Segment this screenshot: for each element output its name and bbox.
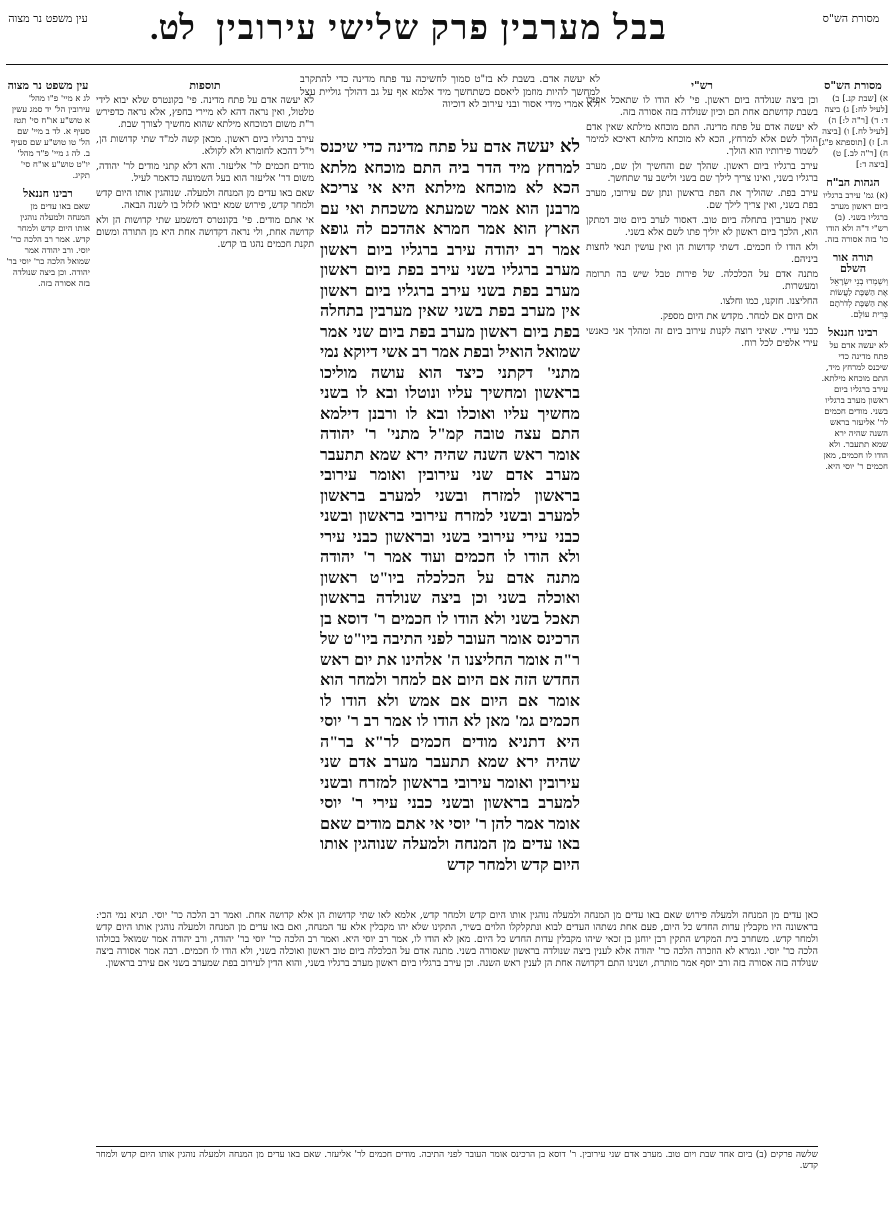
torah-or-text: וְיִשְׁמְרוּ בְנֵי יִשְׂרָאֵל אֶת הַשַּׁבָּת לַעֲשׂוֹת אֶת הַשַּׁבָּת לְדֹרֹתָם בְּרִית עוֹלָם. — [829, 277, 888, 320]
ein-mishpat-notes: לג א מיי' פ"ו מהל' עירובין הל' יד סמג עשין א טוש"ע או"ח סי' תטז סעיף א. לד ב מיי' שם הל' טו טוש"ע שם סעיף ב. לה ג מיי' פ"ד מהל' יו"ט טוש"ע או"ח סי' תקיג. — [11, 94, 90, 181]
tosafot-paragraph: עירב ברגליו ביום ראשון. מכאן קשה למ"ד שתי קדושות הן, וי"ל דהכא לחומרא ולא לקולא. — [96, 134, 314, 157]
tosafot-paragraph: מודים חכמים לר' אליעזר. והא דלא קתני מודים לר' יהודה, משום דר' אליעזר הוא בעל השמועה כדאמר לעיל. — [96, 161, 314, 184]
rabbeinu-chananel-text: לא יעשה אדם על פתח מדינה כדי שיכנס למרחץ מיד, התם מוכחא מילתא. עירב ברגליו ביום ראשון מערב ברגליו בשני. מודים חכמים לר' אליעזר בראש השנה שהיה ירא שמא תתעבר. ולא הודו לו חכמים, מאן חכמים ר' יוסי היא. — [821, 341, 888, 472]
page-header — [0, 6, 894, 64]
gemara-body: אדם על פתח מדינה כדי שיכנס למרחץ מיד הדר ביה התם מוכחא מלתא הכא לא מוכחא מילתא היא אי צריכא מרבנן הוא אמר שמעתא משכחת ואי עם הארץ הוא אמר חמרא אהדכם לה גופא אמר רב יהודה עירב ברגליו ביום ראשון מערב ברגליו בשני עירב בפת ביום ראשון מערב בפת בשני עירב ברגליו ביום ראשון אין מערב בפת בשני שאין מערבין בתחלה בפת ביום ראשון מערב בפת ביום שני אמר שמואל הואיל ובפת אמר רב אשי דיוקא נמי מתני' דקתני כיצד הוא עושה מוליכו בראשון ומחשיך עליו ונוטלו ובא לו בשני מחשיך עליו ואוכלו ובא לו ורבנן דילמא התם עצה טובה קמ"ל מתני' ר' יהודה אומר ראש השנה שהיה ירא שמא תתעבר מערב אדם שני עירובין ואומר עירובי בראשון למזרח ובשני למערב בראשון למערב ובשני למזרח עירובי בראשון ובשני כבני עירי עירובי בשני ובראשון כבני עירי ולא הודו לו חכמים ועוד אמר ר' יהודה מתנה אדם על הכלכלה ביו"ט ראשון ואוכלה בשני וכן ביצה שנולדה בראשון תאכל בשני ולא הודו לו חכמים ר' דוסא בן הרכינס אומר העובר לפני התיבה ביו"ט של ר"ה אומר החליצנו ה' אלהינו את יום ראש החדש הזה אם היום אם למחר ולמחר הוא אומר אם היום אם אמש ולא הודו לו חכמים גמ' מאן לא הודו לו אמר רב ר' יוסי היא דתניא מודים חכמים לר"א בר"ה שהיה ירא שמא תתעבר מערב אדם שני עירובין ואומר עירובי בראשון למזרח ובשני למערב בראשון ובשני כבני עירי ר' יוסי אומר אמר להן ר' יוסי אי אתם מודים שאם באו עדים מן המנחה ולמעלה שנוהגין אותו היום קדש ולמחר קדש — [320, 139, 580, 874]
rashi-paragraph: וכן ביצה שנולדה ביום ראשון. פי' לא הודו לו שתאכל אפילו בשבת קדושתם אחת הם וכיון שנולדה בזה אסורה בזה. — [586, 95, 818, 118]
page-footer: שלשה פרקים (ב) ביום אחד שבת ויום טוב. מערב אדם שני עירובין. ר' דוסא בן הרכינס אומר העובר לפני התיבה. מודים חכמים לר' אליעזר. שאם באו עדים מן המנחה ולמעלה נוהגין אותו היום קדש ולמחר קדש. — [96, 1146, 818, 1190]
rashi-paragraph: ולא הודו לו חכמים. דשתי קדושות הן ואין עושין תנאי לחצות ביניהם. — [586, 242, 818, 265]
daf-number: לט. — [150, 10, 195, 47]
torah-or-heading: תורה אור השלם — [832, 251, 874, 275]
tosafot-paragraph: לא יעשה אדם על פתח מדינה. פי' בקונטרס שלא יבוא לידי טלטול, ואין נראה דהא לא מיירי בחפץ, אלא נראה כדפירש ר"ת משום דמוכחא מילתא שהוא מחשיך לצורך שבת. — [96, 95, 314, 130]
tosafot-paragraph: שאם באו עדים מן המנחה ולמעלה. שנוהגין אותו היום קדש ולמחר קדש, פירוש שמא יבואו לזלזל בו לשנה הבאה. — [96, 188, 314, 211]
gemara-main-text — [320, 136, 580, 906]
ein-mishpat-heading: עין משפט נר מצוה — [7, 79, 89, 92]
header-rule — [6, 64, 888, 65]
page-title: בבל מערבין פרק שלישי עירובין — [216, 10, 668, 47]
glosses-text: (א) גמ' עירב ברגליו ביום ראשון מערב ברגליו בשני. (ב) רש"י ד"ה ולא הודו כו' בזה אסורה בזה. — [823, 191, 888, 245]
rashi-paragraph: עירב בפת. שהוליך את הפת בראשון ונתן שם עירובו, מערב בפת בשני, ואין צריך לילך שם. — [586, 188, 818, 211]
bottom-commentary: כאן עדים מן המנחה ולמעלה פירוש שאם באו עדים מן המנחה ולמעלה נוהגין אותו היום קדש ולמחר קדש, אלמא לאו שתי קדושות הן אלא קדושה אחת. ואמר רב הלכה כר' יוסי. תניא נמי הכי: בראשונה היו מקבלין עדות החדש כל היום, פעם אחת נשתהו העדים לבוא ונתקלקלו הלוים בשיר, התקינו שלא יהו מקבלין אלא עד המנחה, ואם באו עדים מן המנחה ולמעלה נוהגין אותו היום קדש ולמחר קדש. משחרב בית המקדש התקין רבן יוחנן בן זכאי שיהו מקבלין עדות החדש כל היום. מאן לא הודו לו, אמר רב יוסי היא. ואמר רב הלכה כר' יוסי בר' יהודה, ורב יהודה אמר שמואל בכולהו הלכה כר' יוסי. וגמרא לא הוזכרה הלכה כר' יהודה אלא לענין ביצה שנולדה בראשון שאסורה בשני. מתנה אדם על הכלכלה ביום טוב ראשון ואוכלה בשני, ולא הודו לו חכמים. רבה אמר אסורה ביצה שנולדה בזה אסורה בזה ורב יוסף אמר מותרת, ושנינו התם דקדושה אחת הן לענין ראש השנה. וכן עירב ברגליו ביום ראשון מערב ברגליו בשני, והוא הדין לעירוב בפת שמערב בשני אם עירב בראשון. — [96, 910, 818, 969]
rashi-paragraph: כבני עירי. שאיני רוצה לקנות עירוב ביום זה ומהלך אני כאנשי עירי אלפים לכל רוח. — [586, 326, 818, 349]
glosses-heading: הגהות הב"ח — [826, 176, 880, 189]
rashi-paragraph: החליצנו. חזקנו, כמו וחלצו. — [719, 296, 818, 307]
right-margin — [818, 74, 888, 1134]
rashi-paragraph: לא יעשה אדם על פתח מדינה. התם מוכחא מילתא שאין אדם הולך לשם אלא למרחץ, הכא לא מוכחא מילתא דאיכא למימר לשמור פירותיו הוא הולך. — [586, 122, 818, 157]
rabbeinu-chananel-left-heading: רבינו חננאל — [23, 187, 73, 200]
rashi-paragraph: מתנה אדם על הכלכלה. של פירות טבל שיש בה תרומה ומעשרות. — [586, 269, 818, 292]
rashi-heading: רש"י — [691, 79, 713, 92]
gemara-opener: לא יעשה — [516, 136, 580, 156]
rabbeinu-chananel-heading: רבינו חננאל — [828, 326, 878, 339]
tosafot-paragraph: אי אתם מודים. פי' בקונטרס דמשמע שתי קדושות הן ולא קדושה אחת, ולי נראה דקדושה אחת היא מן התורה ומשום תקנת חכמים נהגו בו קדש. — [96, 215, 314, 250]
tosafot-heading: תוספות — [189, 79, 221, 92]
ein-mishpat-label: עין משפט נר מצוה — [8, 12, 88, 25]
masoret-notes: א) [שבת קנ.] ב) [לעיל לח:] ג) ביצה ד: ד) [ר"ה ל:] ה) [לעיל לח.] ו) [ביצה ה.] ז) [תוספתא פ"ג] ח) [ר"ה לב.] ט) [ביצה ד:] — [818, 94, 888, 170]
rashi-paragraph: שאין מערבין בתחלה ביום טוב. דאסור לערב ביום טוב דמתקן הוא, הלכך ביום ראשון לא יוליך פתו לשם אלא בשני. — [586, 215, 818, 238]
masoret-label: מסורת הש"ס — [822, 12, 880, 25]
masoret-heading: מסורת הש"ס — [824, 79, 882, 92]
rashi-paragraph: עירב ברגליו ביום ראשון. שהלך שם והחשיך ולן שם, מערב ברגליו בשני, ואינו צריך לילך שם בשני ולישב עד שתחשך. — [586, 161, 818, 184]
rashi-paragraph: אם היום אם למחר. מקדש את היום מספק. — [659, 311, 818, 322]
left-margin — [6, 74, 90, 1134]
gemara-lead: לא יעשה אדם. בשבת לא בז"ט סמוך לחשיכה עד פתח מדינה כדי להתקרב למחשך להיות מוזמן ליאסם כשתחשך מיד אלמא אף על גב דהולך גוליית עצל ולא אמרי מידי אסור ובני עירוב לא דוכיוה — [300, 74, 600, 110]
rabbeinu-chananel-left-text: שאם באו עדים מן המנחה ולמעלה נוהגין אותו היום קדש ולמחר קדש. אמר רב הלכה כר' יוסי. ורב יהודה אמר שמואל הלכה כר' יוסי בר' יהודה. וכן ביצה שנולדה בזה אסורה בזה. — [6, 202, 90, 289]
